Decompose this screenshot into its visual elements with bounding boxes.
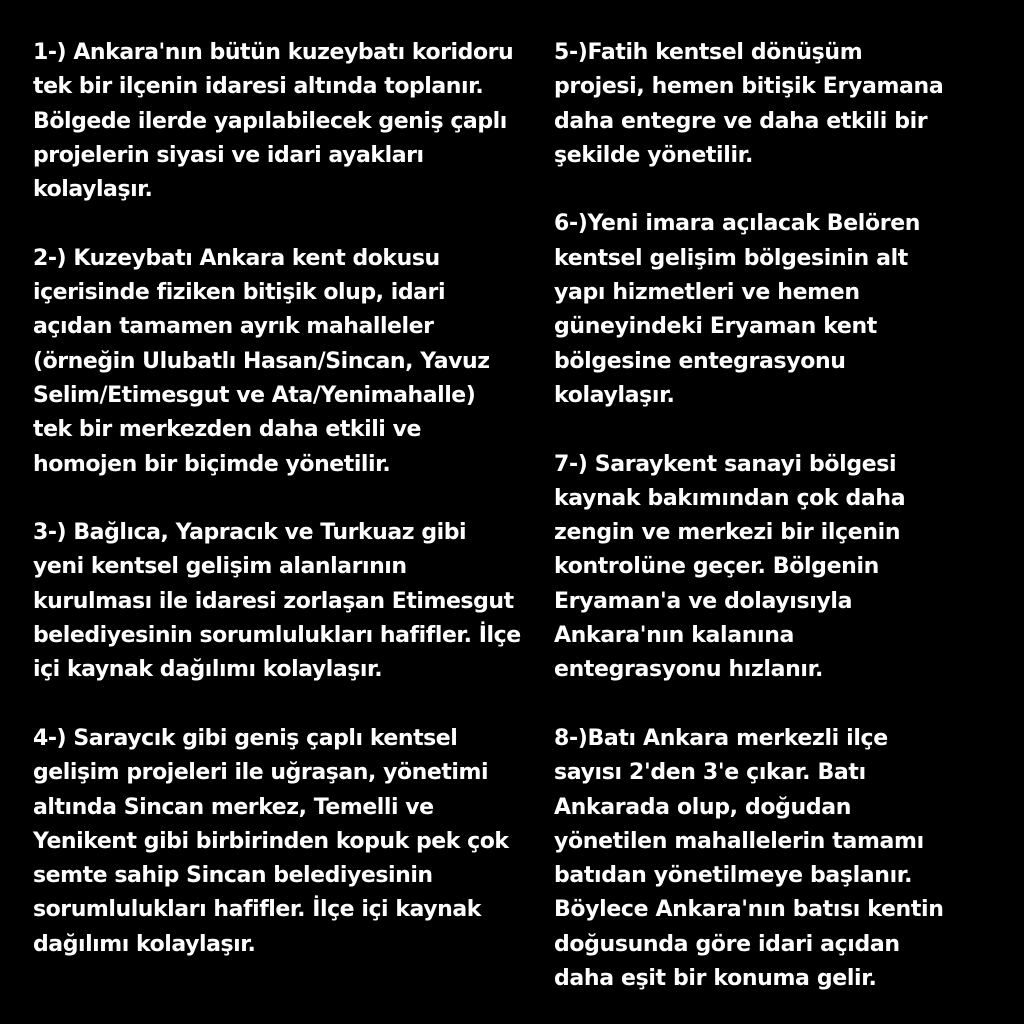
text-line: kolaylaşır.	[33, 177, 153, 203]
text-line: güneyindeki Eryaman kent	[554, 314, 877, 340]
text-line: tek bir ilçenin idaresi altında toplanır.	[33, 74, 484, 100]
text-line: kolaylaşır.	[554, 382, 675, 408]
text-line: Böylece Ankara'nın batısı kentin	[554, 897, 944, 923]
text-line: sayısı 2'den 3'e çıkar. Batı	[554, 760, 866, 786]
item-6-paragraph	[554, 207, 994, 413]
item-5-paragraph	[554, 36, 994, 173]
text-line: yeni kentsel gelişim alanlarının	[33, 554, 407, 580]
text-line: gelişim projeleri ile uğraşan, yönetimi	[33, 760, 489, 786]
text-line: Ankarada olup, doğudan	[554, 794, 852, 820]
text-line: belediyesinin sorumlulukları hafifler. İlçe	[33, 623, 521, 649]
text-line: Eryaman'a ve dolayısıyla	[554, 588, 853, 614]
text-line: yapı hizmetleri ve hemen	[554, 280, 860, 306]
text-line: zengin ve merkezi bir ilçenin	[554, 520, 901, 546]
text-line: projesi, hemen bitişik Eryamana	[554, 74, 944, 100]
text-line: 4-) Saraycık gibi geniş çaplı kentsel	[33, 725, 458, 751]
right-column	[554, 36, 994, 996]
text-line: 3-) Bağlıca, Yapracık ve Turkuaz gibi	[33, 520, 467, 546]
left-column	[33, 36, 533, 962]
text-line: daha eşit bir konuma gelir.	[554, 966, 877, 992]
text-line: şekilde yönetilir.	[554, 142, 754, 168]
paragraph-spacer	[33, 207, 533, 241]
text-line: kontrolüne geçer. Bölgenin	[554, 554, 879, 580]
text-line: entegrasyonu hızlanır.	[554, 657, 823, 683]
paragraph-spacer	[554, 413, 994, 447]
text-line: semte sahip Sincan belediyesinin	[33, 863, 433, 889]
text-line: projelerin siyasi ve idari ayakları	[33, 142, 424, 168]
text-line: dağılımı kolaylaşır.	[33, 931, 256, 957]
paragraph-spacer	[33, 688, 533, 722]
text-line: kurulması ile idaresi zorlaşan Etimesgut	[33, 588, 514, 614]
text-line: kentsel gelişim bölgesinin alt	[554, 245, 908, 271]
text-line: 5-)Fatih kentsel dönüşüm	[554, 40, 863, 65]
item-1-paragraph	[33, 36, 533, 207]
text-line: 7-) Saraykent sanayi bölgesi	[554, 451, 897, 477]
text-line: Bölgede ilerde yapılabilecek geniş çaplı	[33, 108, 507, 134]
paragraph-spacer	[33, 482, 533, 516]
item-3-paragraph	[33, 516, 533, 687]
text-line: homojen bir biçimde yönetilir.	[33, 451, 391, 477]
text-line: içi kaynak dağılımı kolaylaşır.	[33, 657, 383, 683]
text-line: tek bir merkezden daha etkili ve	[33, 417, 421, 443]
paragraph-spacer	[554, 173, 994, 207]
text-line: yönetilen mahallelerin tamamı	[554, 828, 924, 854]
text-line: doğusunda göre idari açıdan	[554, 931, 900, 957]
text-line: altında Sincan merkez, Temelli ve	[33, 794, 434, 820]
text-line: 6-)Yeni imara açılacak Belören	[554, 211, 921, 237]
text-line: bölgesine entegrasyonu	[554, 348, 846, 374]
text-line: Selim/Etimesgut ve Ata/Yenimahalle)	[33, 382, 476, 408]
text-line: batıdan yönetilmeye başlanır.	[554, 863, 913, 889]
text-line: açıdan tamamen ayrık mahalleler	[33, 314, 434, 340]
text-line: Yenikent gibi birbirinden kopuk pek çok	[33, 828, 509, 854]
text-line: sorumlulukları hafifler. İlçe içi kaynak	[33, 897, 481, 923]
text-line: 1-) Ankara'nın bütün kuzeybatı koridoru	[33, 40, 514, 65]
text-line: Ankara'nın kalanına	[554, 623, 795, 649]
text-line: daha entegre ve daha etkili bir	[554, 108, 928, 134]
text-line: içerisinde fiziken bitişik olup, idari	[33, 280, 446, 306]
item-7-paragraph	[554, 448, 994, 688]
text-line: 2-) Kuzeybatı Ankara kent dokusu	[33, 245, 440, 271]
item-8-paragraph	[554, 722, 994, 996]
item-2-paragraph	[33, 242, 533, 482]
paragraph-spacer	[554, 688, 994, 722]
text-line: (örneğin Ulubatlı Hasan/Sincan, Yavuz	[33, 348, 490, 374]
text-line: 8-)Batı Ankara merkezli ilçe	[554, 725, 888, 751]
item-4-paragraph	[33, 722, 533, 962]
text-line: kaynak bakımından çok daha	[554, 485, 906, 511]
